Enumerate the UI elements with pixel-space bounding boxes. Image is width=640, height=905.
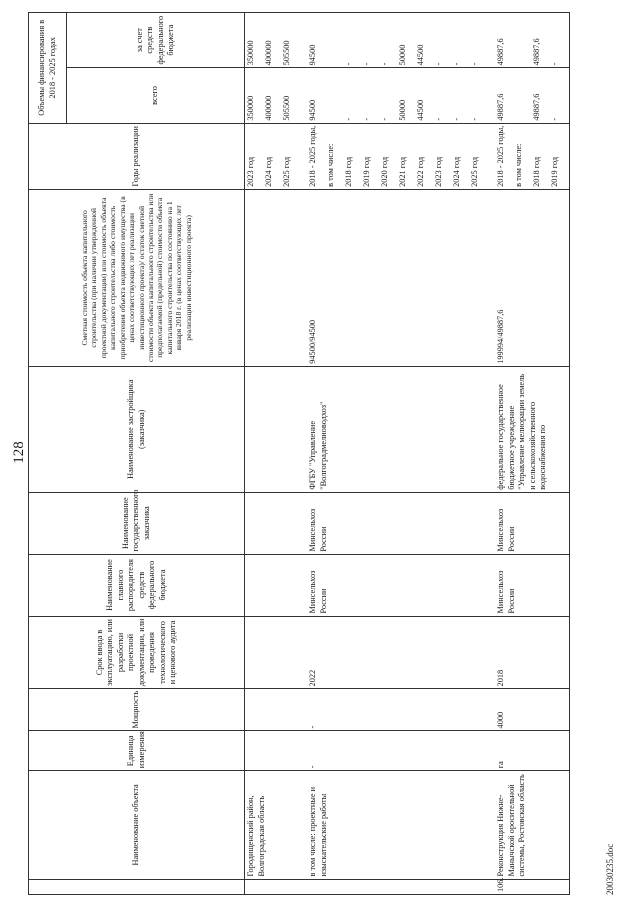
header-developer: Наименование застройщика (заказчика) [29, 366, 245, 492]
cell-customer [245, 492, 302, 554]
years-line: 2018 - 2025 годы, [496, 125, 505, 187]
years-line: 2018 - 2025 годы, [308, 125, 317, 187]
total-line: 49887,6 [532, 93, 541, 121]
cell-capacity [245, 689, 302, 731]
federal-line: - [362, 62, 371, 66]
header-deadline: Срок ввода в эксплуатацию, или разработки проектной документации, или проведения технологического и ценового аудита [29, 616, 245, 689]
federal-line: - [470, 62, 479, 66]
header-no [29, 879, 245, 894]
cell-developer: ФГБУ "Управление "Волгоградмелиоводхоз" [307, 366, 489, 492]
federal-line [514, 15, 532, 65]
table-row [307, 13, 489, 895]
cell-no [307, 879, 489, 894]
total-line: 505500 [282, 95, 291, 121]
table-body [245, 13, 570, 895]
cell-customer: Минсельхоз России [495, 492, 570, 554]
cell-years [245, 123, 302, 189]
years-line: 2025 год [282, 156, 291, 187]
header-customer: Наименование государственного заказчика [29, 492, 245, 554]
cell-federal [495, 13, 570, 68]
federal-line: 49887,6 [496, 38, 505, 66]
cell-estimate: 94500/94500 [307, 189, 489, 366]
page-number: 128 [11, 441, 27, 464]
cell-total [495, 68, 570, 123]
cell-capacity: 4000 [495, 689, 570, 731]
federal-line: 400000 [264, 40, 273, 66]
cell-estimate [245, 189, 302, 366]
cell-name: Городищенский район, Волгоградская область [245, 771, 302, 879]
cell-total [307, 68, 489, 123]
years-line: в том числе: [326, 143, 335, 187]
cell-chief-manager: Минсельхоз России [307, 554, 489, 616]
years-line: 2025 год [470, 156, 479, 187]
cell-deadline: 2018 [495, 616, 570, 689]
federal-line: - [380, 62, 389, 66]
total-line: 50000 [398, 99, 407, 121]
cell-estimate: 199994/49887,6 [495, 189, 570, 366]
years-line: 2019 год [362, 156, 371, 187]
total-line: 44500 [416, 99, 425, 121]
header-name: Наименование объекта [29, 771, 245, 879]
cell-deadline: 2022 [307, 616, 489, 689]
cell-customer: Минсельхоз России [307, 492, 489, 554]
years-line: 2023 год [246, 156, 255, 187]
total-line: - [362, 117, 371, 121]
years-line: 2021 год [398, 156, 407, 187]
total-line: - [550, 117, 559, 121]
years-line: 2023 год [434, 156, 443, 187]
years-line: 2018 год [344, 156, 353, 187]
total-line: - [434, 117, 443, 121]
total-line: - [452, 117, 461, 121]
federal-line: 44500 [416, 44, 425, 66]
cell-unit [245, 731, 302, 771]
document-footer: 20030235.doc [605, 843, 615, 895]
cell-years [495, 123, 570, 189]
table-row [495, 13, 570, 895]
cell-chief-manager: Минсельхоз России [495, 554, 570, 616]
total-line [514, 70, 532, 120]
federal-line: - [344, 62, 353, 66]
total-line: - [470, 117, 479, 121]
header-unit: Единица измерения [29, 731, 245, 771]
total-line: 350000 [246, 95, 255, 121]
cell-years [307, 123, 489, 189]
table-row [245, 13, 302, 895]
federal-line: 505500 [282, 40, 291, 66]
years-line: 2022 год [416, 156, 425, 187]
federal-line: 49887,6 [532, 38, 541, 66]
header-estimate: Сметная стоимость объекта капитального строительства (при наличии утвержденной проектной документации) или стоимость объекта капитального строительства либо стоимость приобретения объекта недвижимого имущества (в ценах соответствующих лет реализации инвестиционного проекта)/ остаток сметной стоимости объекта капитального строительства или предполагаемой (предельной) стоимости объекта капитального строительства по состоянию на 1 января 2018 г. (в ценах соответствующих лет реализации инвестиционного проекта) [29, 189, 245, 366]
federal-line: 350000 [246, 40, 255, 66]
table-header [29, 13, 245, 895]
years-line: 2024 год [452, 156, 461, 187]
cell-chief-manager [245, 554, 302, 616]
cell-unit: - [307, 731, 489, 771]
cell-unit: га [495, 731, 570, 771]
total-line [326, 70, 344, 120]
cell-no: 106. [495, 879, 570, 894]
cell-no [245, 879, 302, 894]
cell-name: Реконструкция Нижне-Манычской оросительной системы, Ростовская область [495, 771, 570, 879]
cell-federal [307, 13, 489, 68]
federal-line: 94500 [308, 44, 317, 66]
cell-federal [245, 13, 302, 68]
years-line: 2024 год [264, 156, 273, 187]
years-line: 2019 год [550, 156, 559, 187]
years-line: 2020 год [380, 156, 389, 187]
cell-developer [245, 366, 302, 492]
federal-line [326, 15, 344, 65]
total-line: 94500 [308, 99, 317, 121]
cell-capacity: - [307, 689, 489, 731]
cell-developer: федеральное государственное бюджетное учреждение "Управление мелиорации земель и сельскохозяйственного водоснабжения по [495, 366, 570, 492]
header-funding-group: Объемы финансирования в 2018 - 2025 годах [29, 13, 67, 124]
total-line: - [380, 117, 389, 121]
header-total: всего [67, 68, 245, 123]
header-federal: за счет средств федерального бюджета [67, 13, 245, 68]
federal-line: - [550, 62, 559, 66]
investment-objects-table [28, 12, 570, 895]
total-line: 49887,6 [496, 93, 505, 121]
header-capacity: Мощность [29, 689, 245, 731]
years-line: 2018 год [532, 156, 541, 187]
federal-line: - [434, 62, 443, 66]
federal-line: 50000 [398, 44, 407, 66]
cell-deadline [245, 616, 302, 689]
total-line: - [344, 117, 353, 121]
cell-total [245, 68, 302, 123]
header-years: Годы реализации [29, 123, 245, 189]
header-chief-manager: Наименование главного распорядителя средств федерального бюджета [29, 554, 245, 616]
years-line: в том числе: [514, 143, 523, 187]
total-line: 400000 [264, 95, 273, 121]
federal-line: - [452, 62, 461, 66]
cell-name: в том числе: проектные и изыскательские работы [307, 771, 489, 879]
